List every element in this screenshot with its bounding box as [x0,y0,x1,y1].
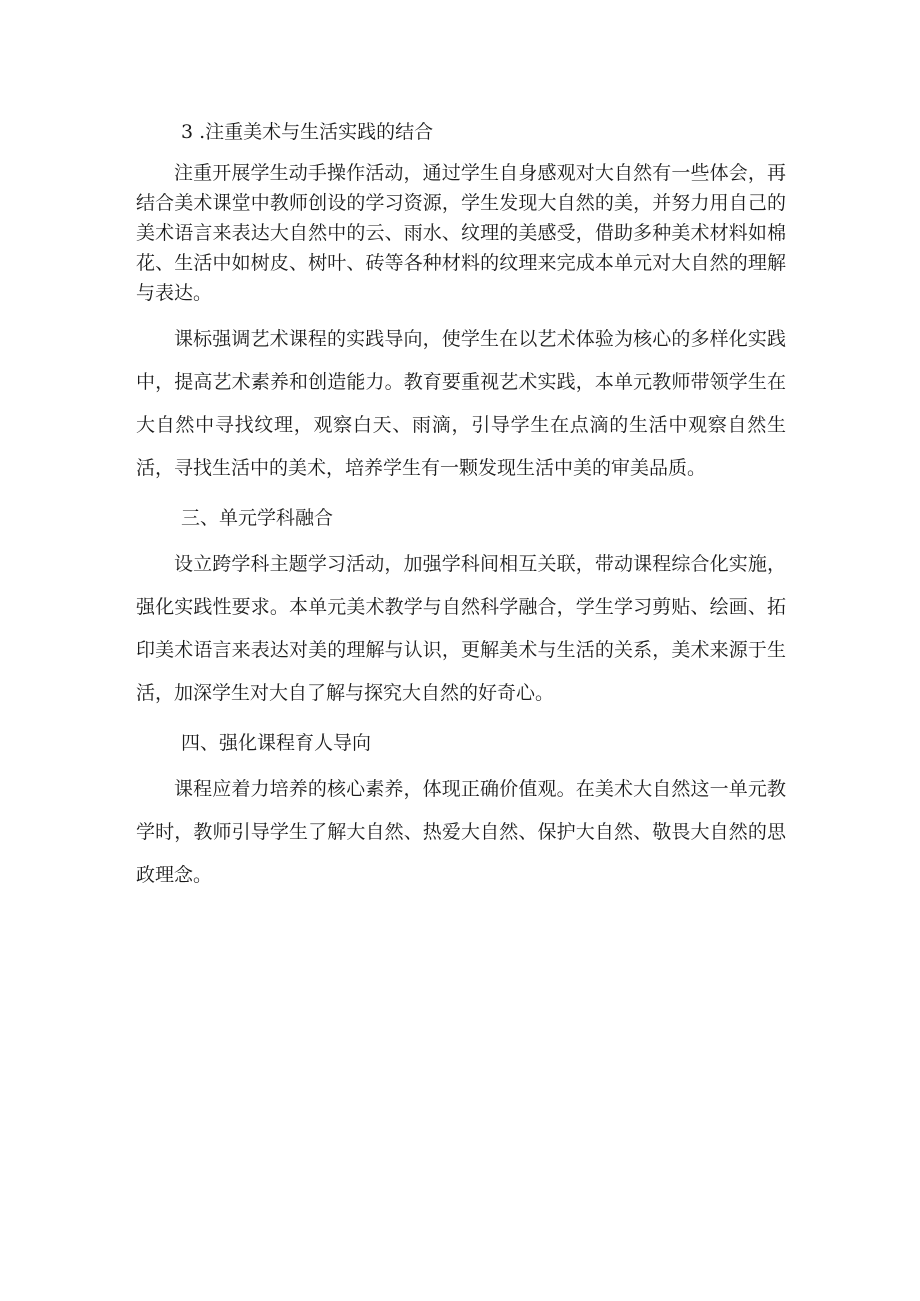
paragraph-course-guidance: 课程应着力培养的核心素养，体现正确价值观。在美术大自然这一单元教学时，教师引导学生了解大自然、热爱大自然、保护大自然、敬畏大自然的思政理念。 [136,778,786,886]
document-page [136,112,786,897]
paragraph-art-life-practice: 注重开展学生动手操作活动，通过学生自身感观对大自然有一些体会，再结合美术课堂中教师创设的学习资源，学生发现大自然的美，并努力用自己的美术语言来表达大自然中的云、雨水、纹理的美感受，借助多种美术材料如棉花、生活中如树皮、树叶、砖等各种材料的纹理来完成本单元对大自然的理解与表达。 [136,162,786,304]
section-heading-four: 四、强化课程育人导向 [181,732,372,754]
section-heading-three: 三、单元学科融合 [181,507,334,529]
paragraph-interdisciplinary: 设立跨学科主题学习活动，加强学科间相互关联，带动课程综合化实施，强化实践性要求。本单元美术教学与自然科学融合，学生学习剪贴、绘画、拓印美术语言来表达对美的理解与认识，更解美术与生活的关系，美术来源于生活，加深学生对大自了解与探究大自然的好奇心。 [136,553,786,704]
paragraph-practice-orientation: 课标强调艺术课程的实践导向，使学生在以艺术体验为核心的多样化实践中，提高艺术素养和创造能力。教育要重视艺术实践，本单元教师带领学生在大自然中寻找纹理，观察白天、雨滴，引导学生在点滴的生活中观察自然生活，寻找生活中的美术，培养学生有一颗发现生活中美的审美品质。 [136,328,786,479]
section-heading-3: 3 .注重美术与生活实践的结合 [181,121,434,143]
